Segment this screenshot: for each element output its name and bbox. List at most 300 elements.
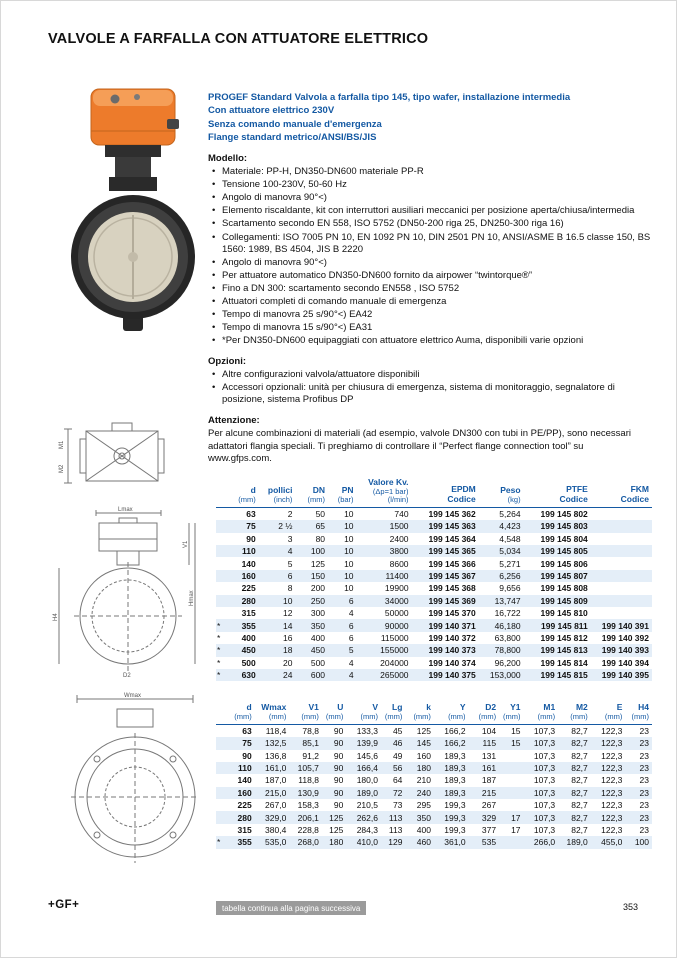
table-cell xyxy=(499,787,523,799)
table-cell: 23 xyxy=(639,725,649,736)
table-cell: 118,4 xyxy=(265,725,287,736)
table-cell: 115 xyxy=(482,738,497,749)
table-cell: 140 xyxy=(241,558,256,569)
table-cell: 199 140 391 xyxy=(601,620,649,631)
table-cell: 56 xyxy=(392,763,403,774)
table-cell: 199 140 395 xyxy=(601,670,649,681)
table-row xyxy=(216,750,652,762)
table-cell xyxy=(216,737,228,749)
table-cell: 199 140 375 xyxy=(428,670,476,681)
table-cell xyxy=(499,774,523,786)
table-cell: 16,722 xyxy=(494,608,521,619)
table-cell: 23 xyxy=(639,750,649,761)
table-cell: 17 xyxy=(511,825,521,836)
table-cell: 23 xyxy=(639,763,649,774)
table-cell: 400 xyxy=(310,632,326,643)
table-cell: 107,3 xyxy=(533,725,556,736)
table-cell xyxy=(216,607,228,619)
table-cell: 150 xyxy=(310,571,326,581)
table-cell xyxy=(216,595,228,607)
table-row xyxy=(216,669,652,681)
page-number: 353 xyxy=(622,902,638,912)
table-cell: 82,7 xyxy=(571,800,588,811)
table-cell: 4 xyxy=(348,608,354,619)
table-cell: 63 xyxy=(242,725,252,736)
table-cell: 82,7 xyxy=(571,725,588,736)
table-cell: 160 xyxy=(416,750,431,761)
list-item: • *Per DN350-DN600 equipaggiati con attuatore elettrico Auma, disponibili varie opzioni xyxy=(222,335,652,347)
spec-table xyxy=(216,478,652,681)
table-cell: 315 xyxy=(237,825,252,836)
table-cell: 153,000 xyxy=(489,670,521,681)
column-header: Wmax (mm) xyxy=(255,703,290,724)
table-cell: 199 145 365 xyxy=(428,546,476,557)
table-cell: 210,5 xyxy=(356,800,378,811)
table-cell: 136,8 xyxy=(265,750,287,761)
table-cell: 10 xyxy=(344,571,354,581)
table-cell: 400 xyxy=(241,632,256,643)
list-item: • Tempo di manovra 25 s/90°<) EA42 xyxy=(222,309,652,321)
table-cell: 2 xyxy=(287,509,293,520)
drawing-front-view xyxy=(51,506,201,678)
table-row xyxy=(216,724,652,737)
table-cell: 199 145 807 xyxy=(540,571,588,581)
table-cell xyxy=(216,545,228,557)
table-cell: 107,3 xyxy=(533,800,556,811)
table-cell: 131 xyxy=(481,750,497,761)
table-row xyxy=(216,774,652,786)
table-row xyxy=(216,657,652,669)
table-cell: 122,3 xyxy=(601,725,623,736)
table-cell: 90 xyxy=(333,738,344,749)
column-header: PTFE Codice xyxy=(524,478,591,508)
modello-heading: Modello: xyxy=(208,153,248,165)
table-cell xyxy=(499,762,523,774)
header-row xyxy=(216,703,652,724)
table-cell: 158,3 xyxy=(297,800,319,811)
table-cell: 75 xyxy=(246,521,256,532)
table-cell: 63,800 xyxy=(494,632,521,643)
table-cell: 240 xyxy=(416,787,431,798)
list-item: • Tensione 100-230V, 50-60 Hz xyxy=(222,179,652,191)
table-cell: 107,3 xyxy=(533,750,556,761)
table-cell: 82,7 xyxy=(571,812,588,823)
column-header: U (mm) xyxy=(322,703,346,724)
table-row xyxy=(216,582,652,594)
table-cell: 267,0 xyxy=(265,800,287,811)
table-cell: 166,2 xyxy=(444,738,466,749)
dim-label-m2: M2 xyxy=(59,464,65,473)
gf-logo: +GF+ xyxy=(48,899,80,911)
table-cell: 63 xyxy=(246,509,256,520)
table-cell: 90 xyxy=(333,763,344,774)
table-row xyxy=(216,595,652,607)
table-cell xyxy=(591,595,652,607)
list-item: • Materiale: PP-H, DN350-DN600 materiale PP-R xyxy=(222,166,652,178)
table-cell: 377 xyxy=(481,825,497,836)
table-cell: 4,423 xyxy=(499,521,521,532)
table-cell: * xyxy=(217,670,221,681)
table-cell xyxy=(499,750,523,762)
table-cell: 17 xyxy=(511,812,521,823)
dim-label-d2: D2 xyxy=(123,673,131,678)
table-cell: 140 xyxy=(237,775,252,786)
table-cell: 49 xyxy=(392,750,403,761)
table-cell: 82,7 xyxy=(571,763,588,774)
table-cell: 122,3 xyxy=(601,812,623,823)
table-cell: 199 140 373 xyxy=(428,645,476,656)
table-cell: 122,3 xyxy=(601,763,623,774)
table-cell: 107,3 xyxy=(533,763,556,774)
table-cell: 122,3 xyxy=(601,825,623,836)
table-cell: 145,6 xyxy=(356,750,378,761)
table-cell: 6 xyxy=(348,620,354,631)
table-cell: 5 xyxy=(287,558,293,569)
table-cell: 16 xyxy=(282,632,293,643)
table-cell: 90 xyxy=(242,750,252,761)
table-cell: 350 xyxy=(416,812,431,823)
table-row xyxy=(216,557,652,569)
table-cell: 630 xyxy=(241,670,256,681)
table-cell: 199 145 370 xyxy=(428,608,476,619)
table-cell: 133,3 xyxy=(356,725,378,736)
table-cell: 210 xyxy=(416,775,431,786)
intro-line: Flange standard metrico/ANSI/BS/JIS xyxy=(208,131,377,143)
table-cell: 130,9 xyxy=(297,787,319,798)
table-row xyxy=(216,507,652,520)
header-row xyxy=(216,478,652,508)
dim-label-m1: M1 xyxy=(59,440,65,449)
table-cell: 355 xyxy=(237,837,252,848)
table-row xyxy=(216,762,652,774)
table-cell: 10 xyxy=(282,595,293,606)
table-cell: 199 145 803 xyxy=(540,521,588,532)
table-cell: 199 145 809 xyxy=(540,595,588,606)
table-cell: 65 xyxy=(315,521,326,532)
column-header: Y1 (mm) xyxy=(499,703,523,724)
table-cell xyxy=(591,607,652,619)
table-cell: 129 xyxy=(388,837,403,848)
table-cell: 107,3 xyxy=(533,787,556,798)
intro-line: Senza comando manuale d'emergenza xyxy=(208,118,382,130)
column-header: M2 (mm) xyxy=(558,703,591,724)
table-cell: 189,3 xyxy=(444,763,466,774)
table-cell: 200 xyxy=(310,583,326,594)
column-header: PN (bar) xyxy=(328,478,357,508)
table-cell: 64 xyxy=(392,775,403,786)
table-cell: 199 145 814 xyxy=(540,657,588,668)
table-cell: 96,200 xyxy=(494,657,521,668)
table-row xyxy=(216,533,652,545)
column-header: V (mm) xyxy=(346,703,381,724)
table-cell: 80 xyxy=(315,533,326,544)
list-item: • Accessori opzionali: unità per chiusura di emergenza, sistema di monitoraggio, segnalatore di posizione, sistema Profibus DP xyxy=(222,382,652,406)
table-cell: 189,3 xyxy=(444,750,466,761)
table-cell xyxy=(499,836,523,848)
table-cell xyxy=(216,824,228,836)
table-cell: 199,3 xyxy=(444,812,466,823)
table-cell: 122,3 xyxy=(601,738,623,749)
table-cell: 410,0 xyxy=(356,837,378,848)
table-cell: 34000 xyxy=(384,595,409,606)
table-cell: 23 xyxy=(639,812,649,823)
table-cell: 50000 xyxy=(384,608,409,619)
dim-label-h4: H4 xyxy=(53,613,59,621)
table-cell: 180 xyxy=(329,837,344,848)
table-cell: 225 xyxy=(237,800,252,811)
table-cell: 199 145 364 xyxy=(428,533,476,544)
column-header: E (mm) xyxy=(591,703,626,724)
table-cell: 90000 xyxy=(384,620,409,631)
table-cell: 199,3 xyxy=(444,800,466,811)
column-header: V1 (mm) xyxy=(289,703,322,724)
column-header xyxy=(216,478,228,508)
table-cell: 15 xyxy=(511,725,521,736)
table-cell: 166,2 xyxy=(444,725,466,736)
table-cell: 12 xyxy=(282,608,293,619)
table-cell: 100 xyxy=(310,546,326,557)
table-cell xyxy=(591,582,652,594)
table-row xyxy=(216,545,652,557)
table-cell: 180 xyxy=(416,763,431,774)
table-cell: * xyxy=(217,645,221,656)
table-cell xyxy=(216,774,228,786)
table-cell: 206,1 xyxy=(297,812,319,823)
table-continues-badge: tabella continua alla pagina successiva xyxy=(216,901,366,915)
table-cell: 740 xyxy=(394,509,409,520)
intro-line: Con attuatore elettrico 230V xyxy=(208,105,335,117)
table-cell: 105,7 xyxy=(297,763,319,774)
table-cell: 73 xyxy=(392,800,403,811)
table-cell: 110 xyxy=(237,763,252,774)
table-cell: 199 145 369 xyxy=(428,595,476,606)
column-header: Valore Kv. (Δp=1 bar) (l/min) xyxy=(357,478,412,508)
list-item: • Tempo di manovra 15 s/90°<) EA31 xyxy=(222,322,652,334)
actuator-photo xyxy=(91,89,179,145)
table-cell: 8600 xyxy=(389,558,409,569)
content-column xyxy=(208,91,656,849)
table-cell: 23 xyxy=(639,787,649,798)
table-cell: 23 xyxy=(639,825,649,836)
table-cell: 10 xyxy=(344,583,354,594)
table-cell: 266,0 xyxy=(533,837,556,848)
table-cell: 8 xyxy=(287,583,293,594)
table-cell: 300 xyxy=(310,608,326,619)
table-cell: 315 xyxy=(241,608,256,619)
table-cell: 199 145 806 xyxy=(540,558,588,569)
product-photo xyxy=(71,85,196,343)
list-item: • Fino a DN 300: scartamento secondo EN558 , ISO 5752 xyxy=(222,283,652,295)
table-cell: 161 xyxy=(481,763,497,774)
table-cell: 82,7 xyxy=(571,738,588,749)
table-cell: 155000 xyxy=(380,645,409,656)
table-cell: 361,0 xyxy=(444,837,466,848)
table-cell: 268,0 xyxy=(297,837,319,848)
table-row xyxy=(216,836,652,848)
table-cell: 90 xyxy=(333,775,344,786)
table-cell: 199 145 813 xyxy=(540,645,588,656)
table-cell xyxy=(216,570,228,582)
table-cell: 189,3 xyxy=(444,775,466,786)
table-cell: 450 xyxy=(310,645,326,656)
intro-line: PROGEF Standard Valvola a farfalla tipo 145, tipo wafer, installazione intermedia xyxy=(208,92,571,103)
table-cell: 90 xyxy=(246,533,256,544)
table-cell: 500 xyxy=(310,657,326,668)
table-cell xyxy=(591,520,652,532)
table-cell: 13,747 xyxy=(494,595,521,606)
table-cell xyxy=(216,520,228,532)
table-cell: 110 xyxy=(242,546,256,557)
modello-list xyxy=(208,166,652,347)
table-row xyxy=(216,811,652,823)
table-cell: 199 145 808 xyxy=(540,583,588,594)
dim-label-hmax: Hmax xyxy=(189,590,195,606)
valve-body-photo xyxy=(71,145,195,331)
table-cell: 199 145 811 xyxy=(540,620,588,631)
table-cell: 460 xyxy=(416,837,431,848)
table-cell: 75 xyxy=(242,738,252,749)
table-cell: 72 xyxy=(392,787,403,798)
table-cell xyxy=(591,545,652,557)
list-item: • Angolo di manovra 90°<) xyxy=(222,192,652,204)
table-cell: 15 xyxy=(511,738,521,749)
table-cell: 14 xyxy=(282,620,293,631)
column-header: FKM Codice xyxy=(591,478,652,508)
table-cell: 199 145 815 xyxy=(540,670,588,681)
table-cell xyxy=(216,724,228,737)
table-cell: 189,3 xyxy=(444,787,466,798)
table-cell: 161,0 xyxy=(265,763,287,774)
table-cell: 10 xyxy=(344,509,354,520)
table-cell: 18 xyxy=(282,645,293,656)
table-row xyxy=(216,570,652,582)
table-cell: 50 xyxy=(315,509,326,520)
table-cell: 10 xyxy=(344,521,354,532)
table-cell: 199 145 367 xyxy=(428,571,476,581)
table-cell: 122,3 xyxy=(601,787,623,798)
table-cell: 100 xyxy=(634,837,649,848)
table-cell: 78,800 xyxy=(494,645,521,656)
table-cell: 82,7 xyxy=(571,825,588,836)
table-cell: 19900 xyxy=(384,583,409,594)
table-cell: 107,3 xyxy=(533,775,556,786)
table-cell: 329 xyxy=(481,812,497,823)
table-cell: 82,7 xyxy=(571,750,588,761)
page-title: VALVOLE A FARFALLA CON ATTUATORE ELETTRICO xyxy=(48,31,429,47)
column-header: M1 (mm) xyxy=(524,703,559,724)
table-cell: 199 140 394 xyxy=(601,657,649,668)
table-cell: 45 xyxy=(392,725,403,736)
table-row xyxy=(216,607,652,619)
column-header: EPDM Codice xyxy=(412,478,479,508)
table-cell: 199 140 371 xyxy=(428,620,476,631)
attenzione-heading: Attenzione: xyxy=(208,415,260,427)
table-cell: 3800 xyxy=(389,546,409,557)
dim-label-wmax: Wmax xyxy=(124,693,141,699)
column-header: D2 (mm) xyxy=(469,703,500,724)
table-cell: 166,4 xyxy=(356,763,378,774)
table-cell: 2 ½ xyxy=(278,521,293,532)
table-cell: 199 145 802 xyxy=(540,509,588,520)
table-cell: 3 xyxy=(287,533,293,544)
table-cell: 107,3 xyxy=(533,825,556,836)
table-cell: 199 140 374 xyxy=(428,657,476,668)
column-header: d (mm) xyxy=(228,478,259,508)
table-cell: 82,7 xyxy=(571,787,588,798)
table-cell: 450 xyxy=(241,645,256,656)
table-cell: 329,0 xyxy=(265,812,287,823)
table-cell: 160 xyxy=(241,571,256,581)
table-cell xyxy=(591,570,652,582)
table-cell: 5 xyxy=(348,645,354,656)
table-cell: 125 xyxy=(329,812,344,823)
table-cell: * xyxy=(217,632,221,643)
table-cell: 284,3 xyxy=(356,825,378,836)
table-cell: 91,2 xyxy=(302,750,319,761)
table-cell: 262,6 xyxy=(356,812,378,823)
table-row xyxy=(216,737,652,749)
table-cell: 4 xyxy=(287,546,293,557)
table-cell: 5,271 xyxy=(499,558,521,569)
table-row xyxy=(216,787,652,799)
table-row xyxy=(216,644,652,656)
intro-text xyxy=(208,91,642,144)
table-cell: 6 xyxy=(287,571,293,581)
table-cell: 139,9 xyxy=(356,738,378,749)
table-cell: 104 xyxy=(481,725,497,736)
table-cell: 455,0 xyxy=(601,837,623,848)
table-cell: 215 xyxy=(481,787,497,798)
table-cell: 1500 xyxy=(389,521,409,532)
table-cell: 280 xyxy=(241,595,256,606)
table-cell xyxy=(591,533,652,545)
table-cell: 199 145 810 xyxy=(540,608,588,619)
table-cell: 600 xyxy=(310,670,326,681)
table-cell xyxy=(216,507,228,520)
table-cell xyxy=(216,799,228,811)
table-cell: 6,256 xyxy=(499,571,521,581)
table-cell: 380,4 xyxy=(265,825,287,836)
table-cell: 160 xyxy=(237,787,252,798)
table-cell: 400 xyxy=(416,825,431,836)
table-cell: 122,3 xyxy=(601,775,623,786)
table-cell xyxy=(216,533,228,545)
opzioni-list xyxy=(208,369,652,406)
table-cell: 132,5 xyxy=(265,738,287,749)
table-cell: 113 xyxy=(388,825,403,836)
dim-label-v1: V1 xyxy=(183,540,189,548)
table-cell: 6 xyxy=(348,595,354,606)
table-cell xyxy=(216,557,228,569)
column-header: pollici (inch) xyxy=(259,478,296,508)
table-cell: 5,034 xyxy=(499,546,521,557)
table-cell: 23 xyxy=(639,738,649,749)
table-cell: 10 xyxy=(344,558,354,569)
table-cell: 82,7 xyxy=(571,775,588,786)
dimensions-table xyxy=(216,703,652,848)
table-cell: 535 xyxy=(481,837,497,848)
table-cell: 180,0 xyxy=(356,775,378,786)
table-cell xyxy=(216,762,228,774)
table-cell: * xyxy=(217,837,221,848)
table-cell: 4 xyxy=(348,657,354,668)
list-item: • Elemento riscaldante, kit con interruttori ausiliari meccanici per posizione aperta/chiusa/intermedia xyxy=(222,205,652,217)
list-item: • Attuatori completi di comando manuale di emergenza xyxy=(222,296,652,308)
table-cell: 11400 xyxy=(385,571,409,581)
table-cell xyxy=(216,582,228,594)
column-header: Lg (mm) xyxy=(381,703,405,724)
table-cell: 199 145 812 xyxy=(540,632,588,643)
